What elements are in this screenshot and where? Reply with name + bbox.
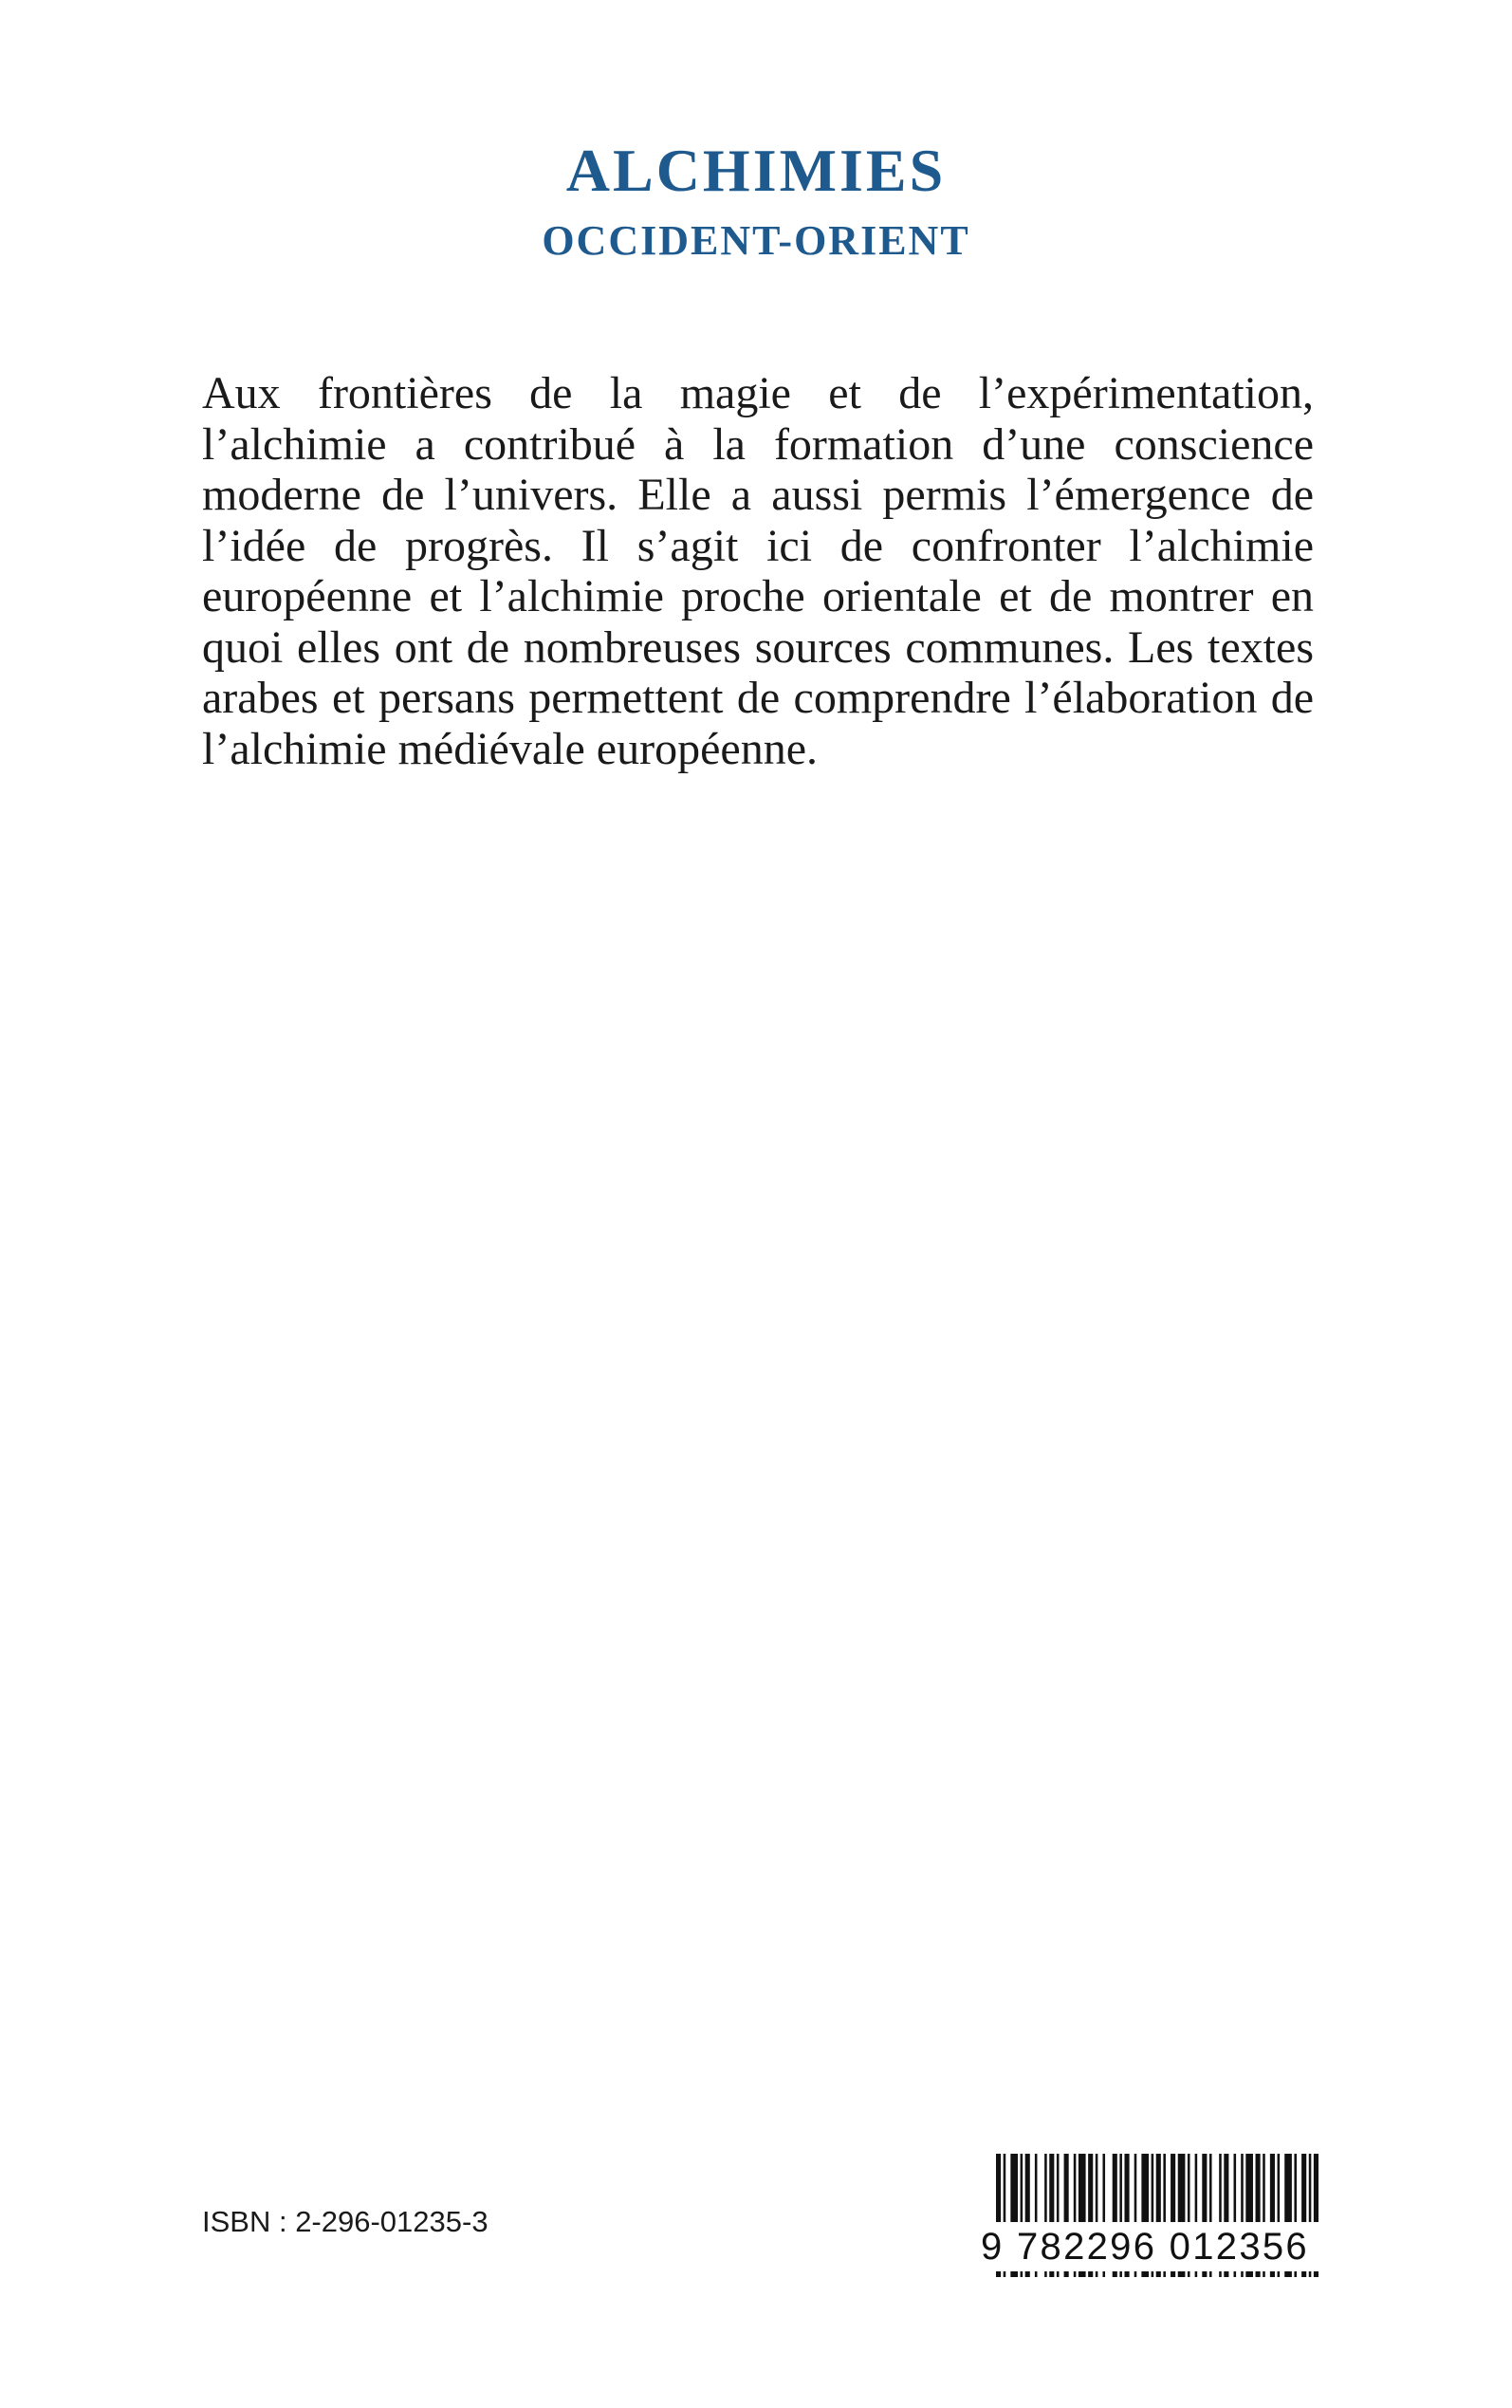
blurb-paragraph: Aux frontières de la magie et de l’expérimentation, l’alchimie a contribué à la formation d’une conscience moderne de l’univers. Elle a aussi permis l’émergence de l’idée de progrès. Il s’agit ici de confronter l’alchimie européenne et l’alchimie proche orientale et de montrer en quoi elles ont de nombreuses sources communes. Les textes arabes et persans permettent de comprendre l’élaboration de l’alchimie médiévale européenne.	[202, 368, 1314, 774]
book-title: ALCHIMIES	[565, 137, 947, 204]
isbn-label: ISBN : 2-296-01235-3	[202, 2205, 489, 2238]
barcode-number: 9 782296 012356	[969, 2222, 1320, 2271]
book-subtitle: OCCIDENT-ORIENT	[542, 217, 970, 264]
